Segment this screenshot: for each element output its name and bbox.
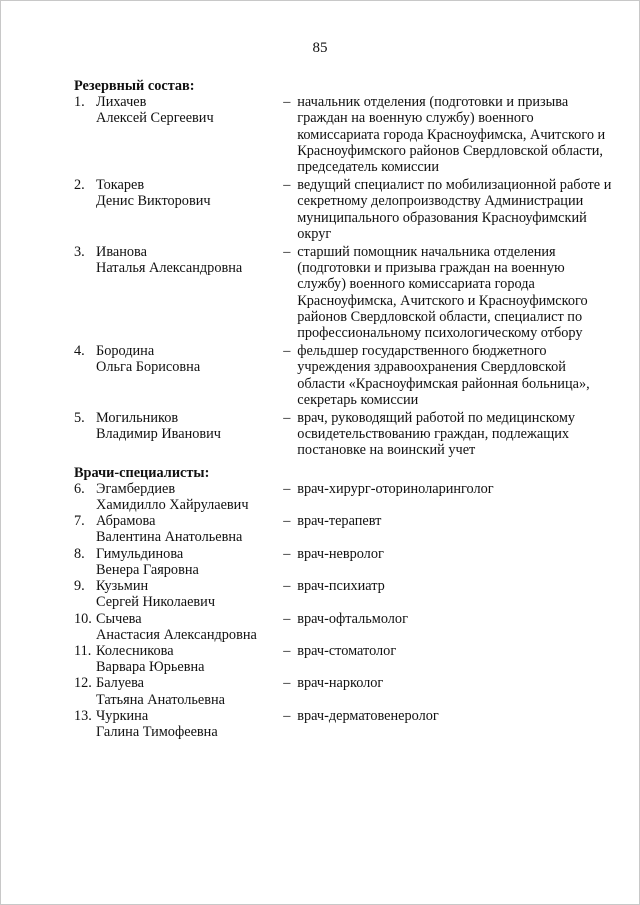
given-name: Владимир Иванович — [96, 426, 221, 443]
role-text: старший помощник начальника отделения (подготовки и призыва граждан на военную службу) военного комиссариата города Красноуфимска, Ачитского и Красноуфимского районов Свердловской области, специалист по профессиональному психологическому отбору — [297, 244, 588, 342]
surname: Колесникова — [96, 642, 174, 659]
page-number: 85 — [312, 40, 328, 56]
dash: – — [283, 675, 291, 692]
role-text: ведущий специалист по мобилизационной работе и секретному делопроизводству Администрации муниципального образования Красноуфимский округ — [297, 177, 612, 242]
dash: – — [283, 410, 291, 427]
item-number: 6. — [74, 480, 85, 497]
list-item — [74, 546, 614, 578]
person-name — [96, 410, 283, 442]
dash: – — [283, 707, 291, 724]
item-number: 4. — [74, 343, 85, 360]
surname: Иванова — [96, 244, 147, 261]
item-number: 12. — [74, 675, 92, 692]
surname: Балуева — [96, 675, 145, 692]
role-text: начальник отделения (подготовки и призыва граждан на военную службу) военного комиссариата города Красноуфимска, Ачитского и Красноуфимского районов Свердловской области, председатель комиссии — [297, 94, 606, 176]
item-number: 5. — [74, 410, 85, 427]
given-name: Сергей Николаевич — [96, 594, 216, 611]
given-name: Галина Тимофеевна — [96, 723, 218, 740]
role-text: врач-стоматолог — [297, 642, 397, 659]
item-number: 11. — [74, 642, 92, 659]
role-text: врач-офтальмолог — [297, 610, 408, 627]
given-name: Татьяна Анатольевна — [96, 691, 225, 708]
dash: – — [283, 578, 291, 595]
person-name — [96, 611, 283, 643]
list-item — [74, 611, 614, 643]
list-item — [74, 244, 614, 341]
dash: – — [283, 610, 291, 627]
person-name — [96, 343, 283, 375]
given-name: Наталья Александровна — [96, 260, 243, 277]
surname: Кузьмин — [96, 578, 149, 595]
role-text: врач-нарколог — [297, 675, 384, 692]
dash: – — [283, 513, 291, 530]
person-name — [96, 675, 283, 707]
surname: Токарев — [96, 177, 145, 194]
person-name — [96, 546, 283, 578]
surname: Бородина — [96, 343, 155, 360]
role-text: врач-терапевт — [297, 513, 382, 530]
person-name — [96, 177, 283, 209]
role-text: врач-хирург-оториноларинголог — [297, 480, 494, 497]
item-number: 10. — [74, 610, 92, 627]
surname: Эгамбердиев — [96, 480, 176, 497]
role-text: врач-психиатр — [297, 578, 385, 595]
given-name: Валентина Анатольевна — [96, 529, 243, 546]
list-item — [74, 343, 614, 408]
person-name — [96, 643, 283, 675]
role-text: фельдшер государственного бюджетного учреждения здравоохранения Свердловской области «Красноуфимская районная больница», секретарь комиссии — [297, 343, 590, 408]
surname: Могильников — [96, 410, 179, 427]
given-name: Денис Викторович — [96, 193, 211, 210]
item-number: 9. — [74, 578, 85, 595]
given-name: Анастасия Александровна — [96, 626, 257, 643]
given-name: Алексей Сергеевич — [96, 110, 214, 127]
surname: Гимульдинова — [96, 545, 184, 562]
dash: – — [283, 177, 291, 194]
specialists-heading: Врачи-специалисты: — [74, 464, 210, 481]
surname: Сычева — [96, 610, 142, 627]
role-text: врач, руководящий работой по медицинскому освидетельствованию граждан, подлежащих постановке на воинский учет — [297, 410, 576, 459]
surname: Абрамова — [96, 513, 156, 530]
given-name: Хамидилло Хайрулаевич — [96, 497, 249, 514]
person-name — [96, 513, 283, 545]
list-item — [74, 177, 614, 242]
item-number: 1. — [74, 94, 85, 111]
dash: – — [283, 244, 291, 261]
commission-list — [74, 78, 614, 740]
person-name — [96, 481, 283, 513]
given-name: Ольга Борисовна — [96, 359, 201, 376]
list-item — [74, 410, 614, 459]
list-item — [74, 578, 614, 610]
person-name — [96, 708, 283, 740]
surname: Чуркина — [96, 707, 149, 724]
list-item — [74, 708, 614, 740]
given-name: Варвара Юрьевна — [96, 659, 205, 676]
item-number: 13. — [74, 707, 92, 724]
list-item — [74, 481, 614, 513]
item-number: 8. — [74, 545, 85, 562]
list-item — [74, 675, 614, 707]
list-item — [74, 513, 614, 545]
role-text: врач-дерматовенеролог — [297, 707, 439, 724]
person-name — [96, 244, 283, 276]
person-name — [96, 578, 283, 610]
given-name: Венера Гаяровна — [96, 561, 199, 578]
list-item — [74, 94, 614, 175]
role-text: врач-невролог — [297, 545, 384, 562]
surname: Лихачев — [96, 94, 147, 111]
dash: – — [283, 343, 291, 360]
item-number: 3. — [74, 244, 85, 261]
dash: – — [283, 545, 291, 562]
reserve-heading: Резервный состав: — [74, 78, 195, 94]
dash: – — [283, 480, 291, 497]
dash: – — [283, 642, 291, 659]
list-item — [74, 643, 614, 675]
item-number: 2. — [74, 177, 85, 194]
item-number: 7. — [74, 513, 85, 530]
dash: – — [283, 94, 291, 111]
person-name — [96, 94, 283, 126]
